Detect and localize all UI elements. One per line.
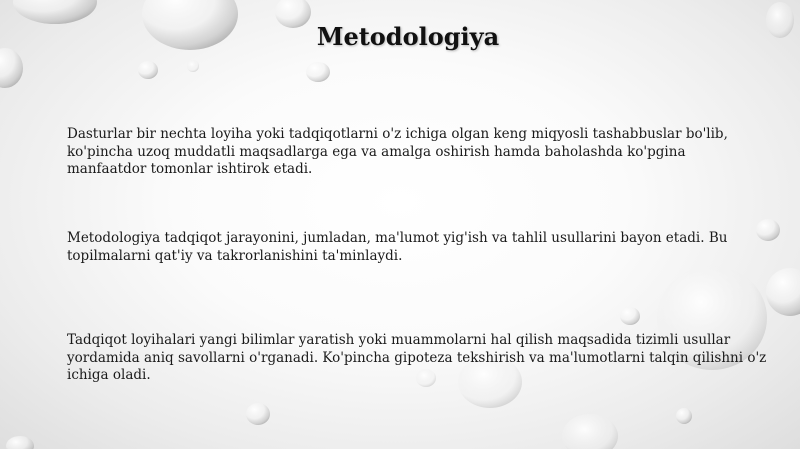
paragraph-methodology: Metodologiya tadqiqot jarayonini, jumladan, ma'lumot yig'ish va tahlil usullarini bayon etadi. Bu topilmalarni qat'iy va takrorlanishini ta'minlaydi. — [67, 230, 728, 264]
paragraph-research-projects: Tadqiqot loyihalari yangi bilimlar yaratish yoki muammolarni hal qilish maqsadida tizimli usullar yordamida aniq savollarni o'rganadi. Ko'pincha gipoteza tekshirish va ma'lumotlarni talqin qilishni o'z ichiga oladi. — [67, 332, 767, 383]
paragraph-programs: Dasturlar bir nechta loyiha yoki tadqiqotlarni o'z ichiga olgan keng miqyosli tashabbuslar bo'lib, ko'pincha uzoq muddatli maqsadlarga ega va amalga oshirish hamda baholashda ko'pgina manfaatdor tomonlar ishtirok etadi. — [67, 126, 728, 177]
slide-title: Metodologiya — [316, 22, 500, 51]
